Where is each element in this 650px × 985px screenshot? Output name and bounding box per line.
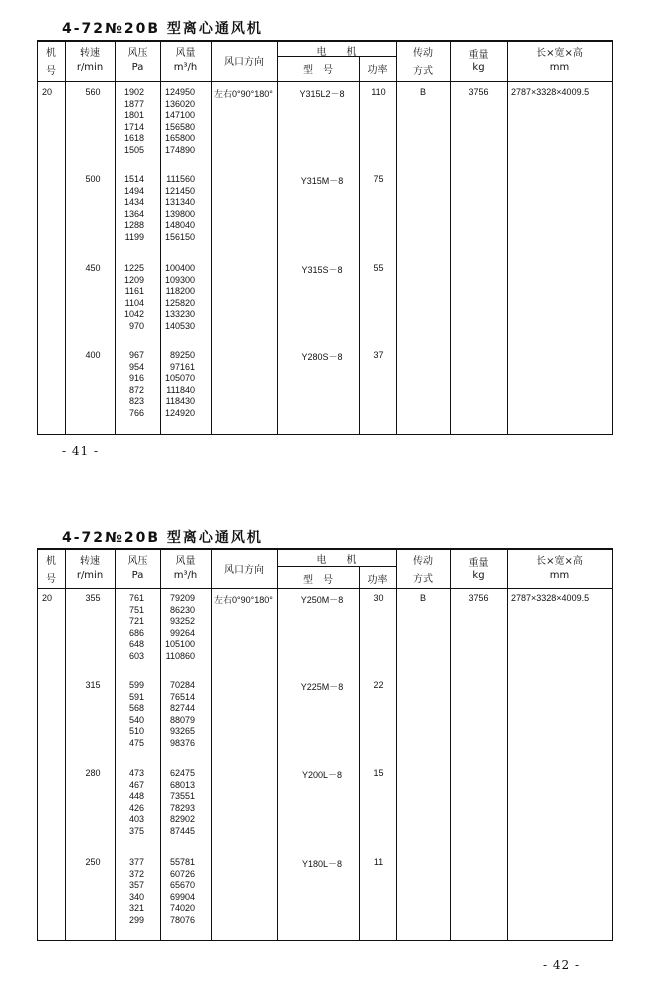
table-rule: [211, 548, 212, 941]
outlet-value: 左右0°90°180°: [214, 595, 273, 605]
flow-value: 98376: [169, 738, 195, 748]
table-rule: [277, 548, 278, 941]
pressure-value: 375: [128, 826, 144, 836]
flow-value: 111840: [166, 384, 195, 395]
header-flow-unit: m³/h: [173, 570, 198, 581]
table-rule: [160, 548, 161, 941]
table-rule: [160, 40, 161, 435]
table-rule: [507, 548, 508, 941]
pressure-value: 1042: [123, 309, 144, 320]
pressure-value: 475: [128, 738, 144, 748]
flow-value: 105070: [164, 373, 195, 384]
flow-value: 78293: [169, 802, 195, 813]
table-rule: [115, 548, 116, 941]
pressure-value: 599: [128, 680, 144, 690]
flow-value: 73551: [169, 791, 195, 802]
motor-power-value: 55: [373, 263, 384, 273]
motor-model-value: Y250M－8: [300, 595, 344, 605]
pressure-value: 448: [128, 791, 144, 802]
flow-value: 97161: [169, 361, 195, 372]
table-rule: [450, 40, 451, 435]
header-speed: 转速: [80, 48, 100, 59]
header-speed: 转速: [80, 556, 100, 567]
motor-power-value: 15: [373, 768, 384, 778]
table-rule: [359, 566, 360, 941]
flow-value: 121450: [164, 185, 195, 196]
header-pressure: 风压: [127, 48, 148, 59]
weight-value: 3756: [468, 87, 489, 97]
table-rule: [450, 548, 451, 941]
header-weight: 重量: [468, 50, 489, 61]
flow-value: 89250: [169, 350, 195, 360]
pressure-value: 591: [128, 691, 144, 702]
flow-value: 118200: [165, 286, 195, 297]
flow-value: 136020: [164, 98, 195, 109]
flow-value: 87445: [169, 826, 195, 836]
flow-value: 125820: [164, 297, 195, 308]
flow-value: 118430: [165, 396, 195, 407]
drive-value: B: [419, 87, 427, 97]
table-rule: [277, 566, 396, 567]
header-dims-unit: mm: [549, 570, 570, 581]
flow-value: 133230: [164, 309, 195, 320]
speed-value: 355: [85, 593, 101, 603]
header-power: 功率: [367, 575, 388, 586]
motor-model-value: Y315L2－8: [299, 89, 345, 99]
flow-value: 174890: [164, 145, 195, 155]
flow-value: 79209: [169, 593, 195, 603]
header-weight-unit: kg: [472, 62, 485, 73]
pressure-value: 473: [128, 768, 144, 778]
pressure-value: 916: [128, 373, 144, 384]
table-rule: [37, 81, 613, 82]
pressure-value: 1902: [123, 87, 144, 97]
pressure-value: 540: [128, 714, 144, 725]
flow-value: 156580: [164, 121, 195, 132]
fan-no-value: 20: [42, 593, 53, 603]
pressure-value: 823: [128, 396, 144, 407]
header-drive-unit: 方式: [413, 574, 433, 585]
motor-model-value: Y200L－8: [301, 770, 343, 780]
pressure-value: 510: [128, 726, 144, 737]
motor-model-value: Y280S－8: [301, 352, 343, 362]
flow-value: 70284: [169, 680, 195, 690]
motor-power-value: 30: [373, 593, 384, 603]
flow-value: 62475: [169, 768, 195, 778]
header-speed-unit: r/min: [76, 570, 104, 581]
flow-value: 124920: [164, 408, 195, 418]
pressure-value: 761: [128, 593, 144, 603]
pressure-value: 299: [128, 915, 144, 925]
flow-value: 109300: [164, 274, 195, 285]
motor-model-value: Y225M－8: [300, 682, 344, 692]
pressure-value: 1161: [124, 286, 144, 297]
header-flow: 风量: [175, 48, 196, 59]
flow-value: 156150: [164, 232, 195, 242]
pressure-value: 467: [128, 779, 144, 790]
table-rule: [396, 40, 397, 435]
flow-value: 82902: [169, 814, 195, 825]
flow-value: 124950: [164, 87, 195, 97]
header-fan-no: 机: [46, 556, 56, 567]
header-model: 型 号: [303, 575, 333, 586]
table-rule: [37, 588, 613, 589]
pressure-value: 372: [128, 868, 144, 879]
flow-value: 88079: [169, 714, 195, 725]
table-rule: [37, 434, 613, 435]
flow-value: 55781: [169, 857, 195, 867]
flow-value: 111560: [166, 174, 195, 184]
page-number: - 42 -: [543, 958, 581, 972]
header-outlet: 风口方向: [224, 57, 264, 68]
flow-value: 93252: [169, 616, 195, 627]
pressure-value: 340: [128, 891, 144, 902]
pressure-value: 1199: [124, 232, 144, 242]
table-title: 4-72№20B 型离心通风机: [62, 21, 263, 37]
pressure-value: 1288: [123, 220, 144, 231]
header-speed-unit: r/min: [76, 62, 104, 73]
header-motor: 电 机: [316, 47, 357, 58]
pressure-value: 970: [128, 321, 144, 331]
header-drive-unit: 方式: [413, 66, 433, 77]
pressure-value: 1434: [123, 197, 144, 208]
flow-value: 76514: [169, 691, 195, 702]
header-outlet: 风口方向: [224, 565, 264, 576]
motor-power-value: 11: [373, 857, 384, 867]
header-fan-no: 号: [46, 574, 56, 585]
header-pressure-unit: Pa: [131, 570, 144, 581]
header-dims: 长×宽×高: [536, 48, 583, 59]
speed-value: 400: [85, 350, 101, 360]
page-number: - 41 -: [62, 444, 100, 458]
pressure-value: 1104: [124, 297, 144, 308]
motor-power-value: 75: [373, 174, 384, 184]
speed-value: 280: [85, 768, 101, 778]
table-rule: [211, 40, 212, 435]
flow-value: 69904: [169, 891, 195, 902]
table-rule: [65, 548, 66, 941]
speed-value: 500: [85, 174, 101, 184]
speed-value: 315: [85, 680, 101, 690]
motor-model-value: Y315M－8: [300, 176, 344, 186]
header-dims-unit: mm: [549, 62, 570, 73]
pressure-value: 426: [128, 802, 144, 813]
pressure-value: 1801: [123, 110, 144, 121]
pressure-value: 1225: [123, 263, 144, 273]
pressure-value: 1209: [123, 274, 144, 285]
pressure-value: 1514: [123, 174, 144, 184]
pressure-value: 1714: [123, 121, 144, 132]
flow-value: 148040: [164, 220, 195, 231]
pressure-value: 967: [128, 350, 144, 360]
flow-value: 110860: [165, 651, 195, 661]
motor-power-value: 37: [373, 350, 384, 360]
header-flow: 风量: [175, 556, 196, 567]
pressure-value: 751: [128, 604, 144, 615]
fan-no-value: 20: [42, 87, 53, 97]
flow-value: 99264: [169, 627, 195, 638]
header-pressure: 风压: [127, 556, 148, 567]
header-power: 功率: [367, 65, 388, 76]
pressure-value: 954: [128, 361, 144, 372]
pressure-value: 721: [128, 616, 144, 627]
table-rule: [277, 40, 278, 435]
header-fan-no: 机: [46, 48, 56, 59]
pressure-value: 766: [128, 408, 144, 418]
flow-value: 165800: [164, 133, 195, 144]
flow-value: 82744: [169, 703, 195, 714]
flow-value: 65670: [169, 880, 195, 891]
flow-value: 93265: [169, 726, 195, 737]
table-rule: [37, 940, 613, 941]
table-rule: [37, 548, 38, 941]
header-dims: 长×宽×高: [536, 556, 583, 567]
speed-value: 250: [85, 857, 101, 867]
motor-power-value: 22: [373, 680, 384, 690]
outlet-value: 左右0°90°180°: [214, 89, 273, 99]
header-pressure-unit: Pa: [131, 62, 144, 73]
flow-value: 100400: [164, 263, 195, 273]
dims-value: 2787×3328×4009.5: [511, 87, 590, 97]
pressure-value: 403: [128, 814, 144, 825]
pressure-value: 1877: [123, 98, 144, 109]
pressure-value: 1618: [123, 133, 144, 144]
table-rule: [359, 56, 360, 435]
pressure-value: 603: [128, 651, 144, 661]
table-rule: [37, 40, 613, 42]
weight-value: 3756: [468, 593, 489, 603]
table-title: 4-72№20B 型离心通风机: [62, 530, 263, 546]
header-fan-no: 号: [46, 66, 56, 77]
header-drive: 传动: [413, 556, 433, 567]
table-rule: [612, 40, 613, 435]
table-rule: [37, 40, 38, 435]
table-rule: [396, 548, 397, 941]
pressure-value: 872: [128, 384, 144, 395]
flow-value: 86230: [169, 604, 195, 615]
header-flow-unit: m³/h: [173, 62, 198, 73]
flow-value: 60726: [169, 868, 195, 879]
header-model: 型 号: [303, 65, 333, 76]
flow-value: 78076: [169, 915, 195, 925]
pressure-value: 686: [128, 627, 144, 638]
pressure-value: 357: [128, 880, 144, 891]
table-rule: [37, 548, 613, 550]
table-rule: [115, 40, 116, 435]
flow-value: 140530: [164, 321, 195, 331]
motor-power-value: 110: [371, 87, 386, 97]
flow-value: 68013: [169, 779, 195, 790]
table-rule: [65, 40, 66, 435]
speed-value: 450: [85, 263, 101, 273]
flow-value: 105100: [164, 639, 195, 650]
flow-value: 131340: [164, 197, 195, 208]
motor-model-value: Y315S－8: [301, 265, 343, 275]
table-rule: [612, 548, 613, 941]
flow-value: 147100: [164, 110, 195, 121]
pressure-value: 377: [128, 857, 144, 867]
speed-value: 560: [85, 87, 101, 97]
header-weight: 重量: [468, 558, 489, 569]
pressure-value: 1494: [123, 185, 144, 196]
flow-value: 74020: [169, 903, 195, 914]
drive-value: B: [419, 593, 427, 603]
pressure-value: 321: [128, 903, 144, 914]
pressure-value: 568: [128, 703, 144, 714]
header-weight-unit: kg: [472, 570, 485, 581]
header-drive: 传动: [413, 48, 433, 59]
table-rule: [507, 40, 508, 435]
pressure-value: 1364: [123, 208, 144, 219]
motor-model-value: Y180L－8: [301, 859, 343, 869]
pressure-value: 1505: [123, 145, 144, 155]
flow-value: 139800: [164, 208, 195, 219]
pressure-value: 648: [128, 639, 144, 650]
header-motor: 电 机: [316, 555, 357, 566]
dims-value: 2787×3328×4009.5: [511, 593, 590, 603]
